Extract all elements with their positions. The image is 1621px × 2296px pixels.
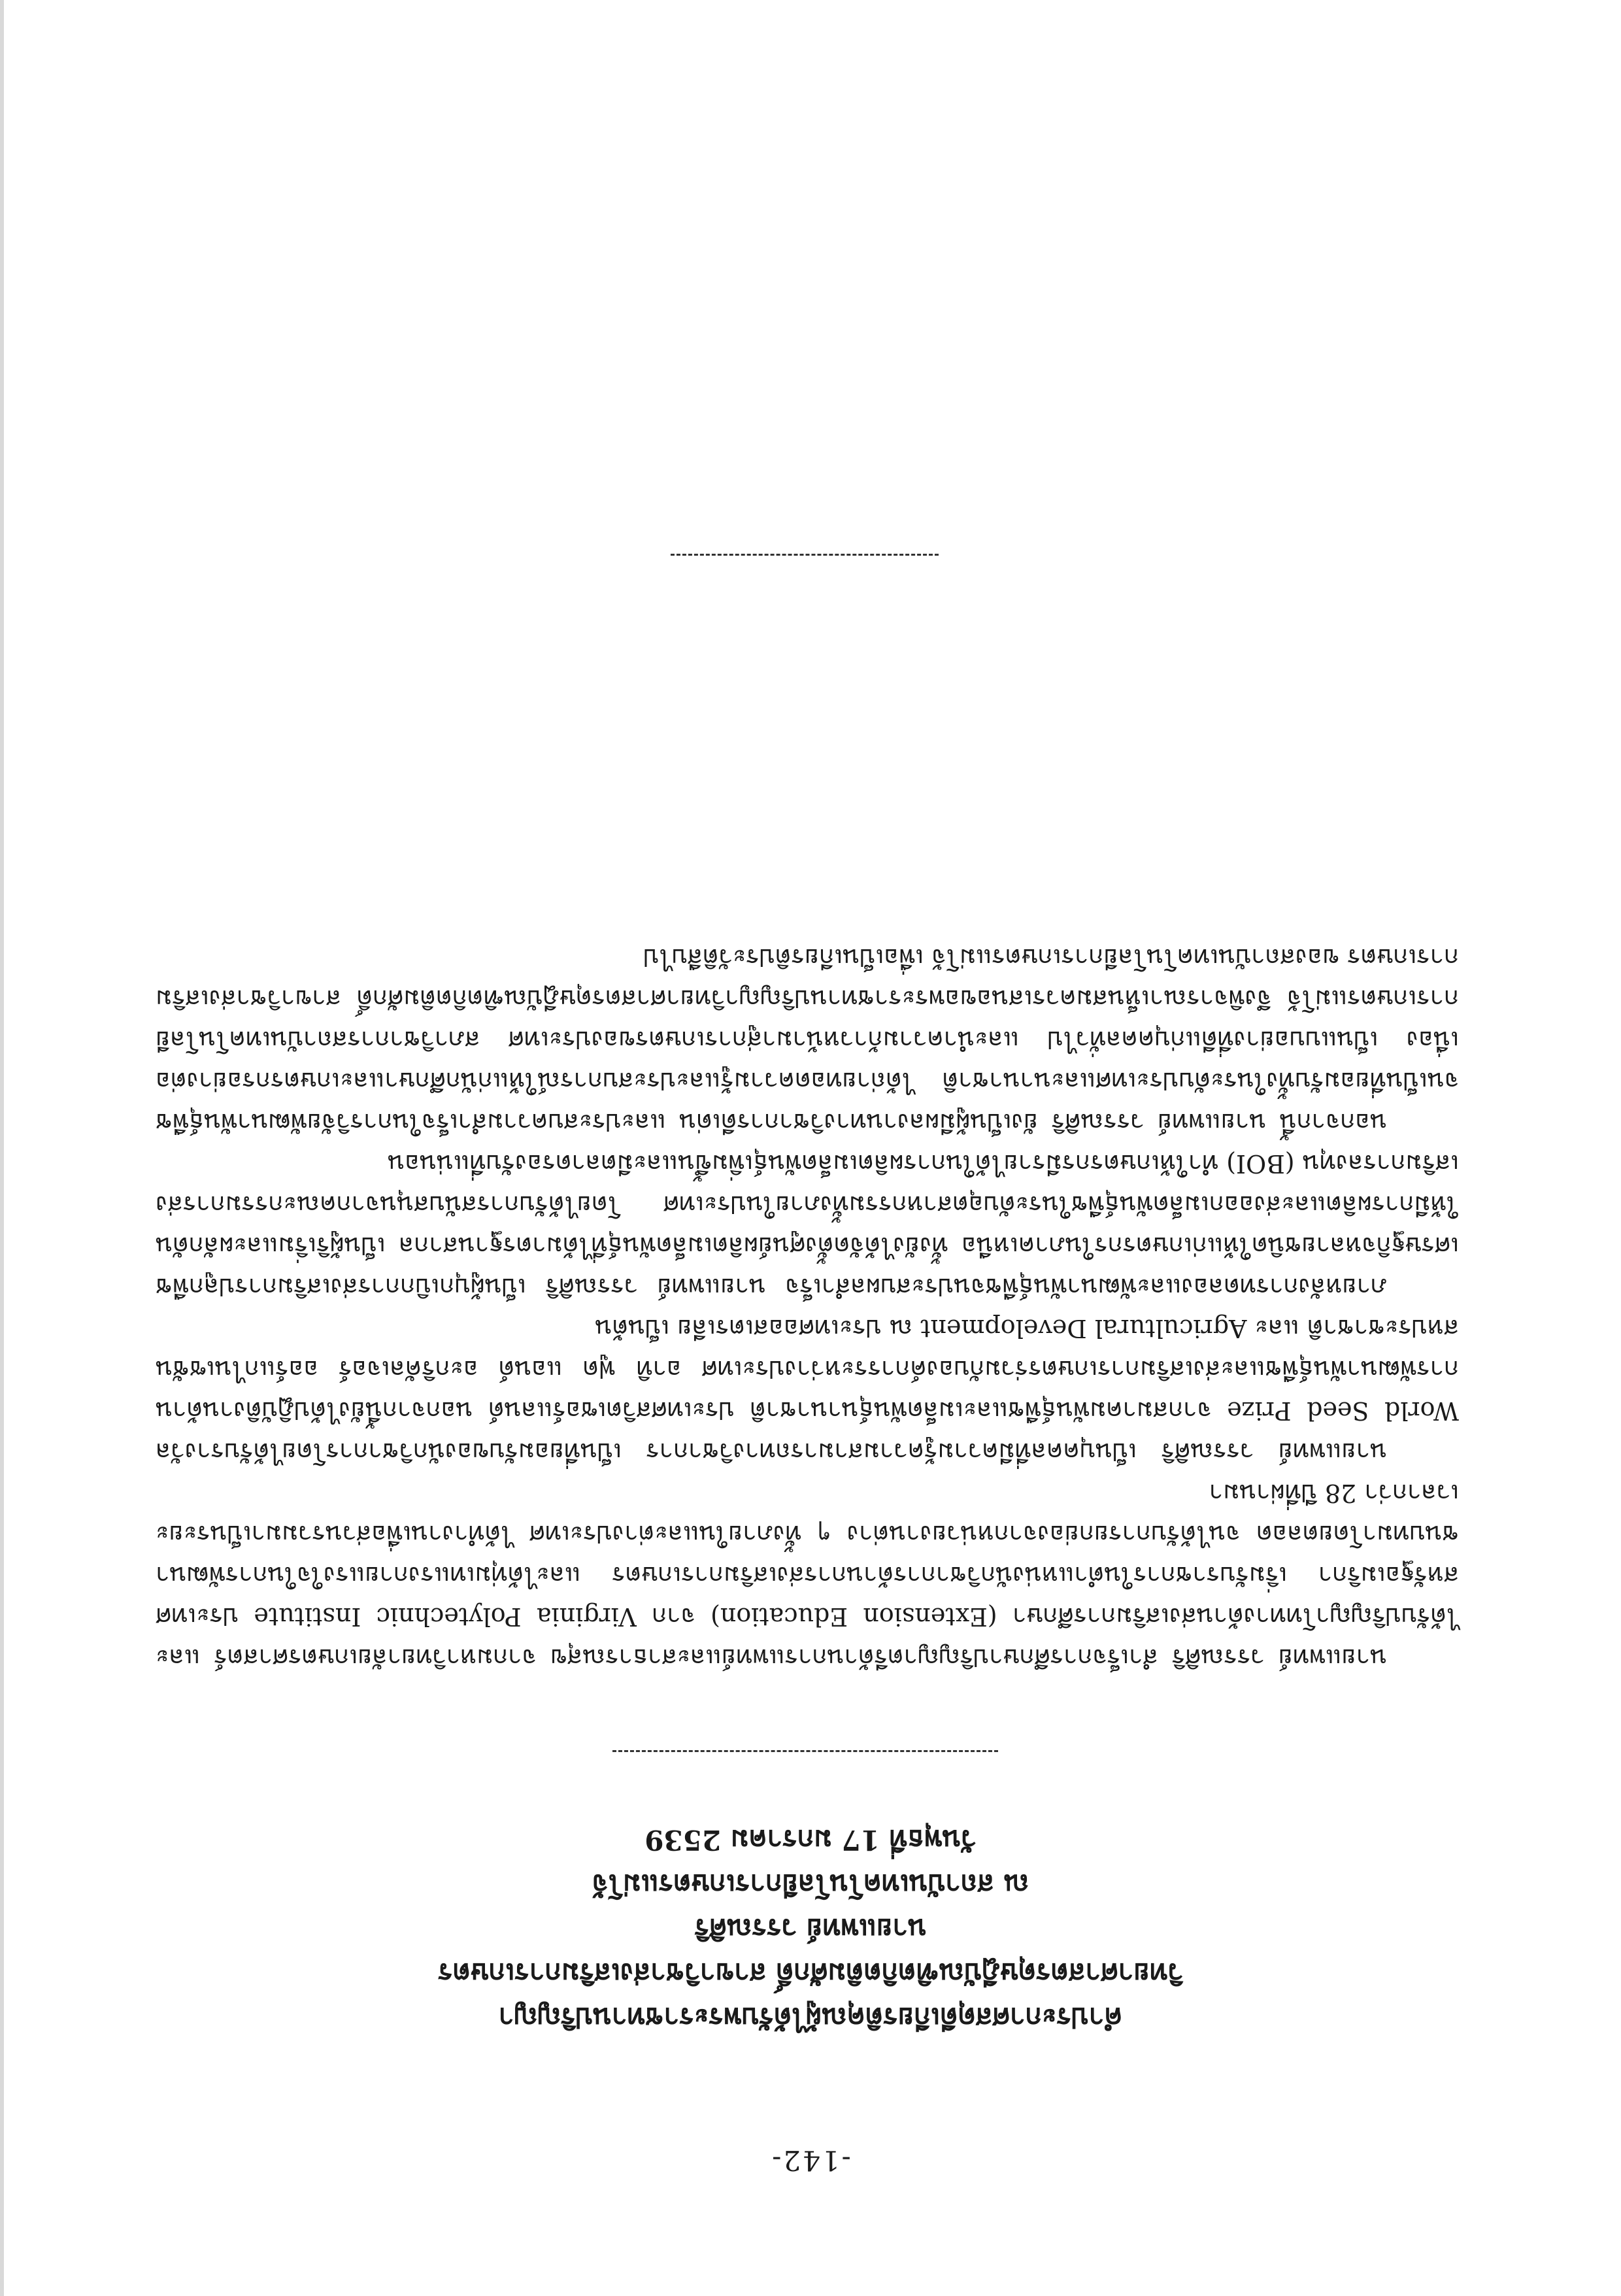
paragraph-education: นายแพทย์ วรรณศิริ สำเร็จการศึกษาปริญญาตรีด้านการแพทย์และสาธารณสุข จากมหาวิทยาลัยเกษตรศาสตร์ และได้รับปริญญาโททางด้านส่งเสริมการศึกษา (Extension Education) จาก Virginia Polytechnic Institute ประเทศสหรัฐอเมริกา เริ่มรับราชการในตำแหน่งนักวิชาการด้านการส่งเสริมการเกษตร และได้ทุ่มเทแรงกายแรงใจในการพัฒนาชนบทมาโดยตลอด จนได้รับการยกย่องจากหน่วยงานต่าง ๆ ทั้งภายในและต่างประเทศ ได้ทำงานเพื่อส่วนรวมมาเป็นระยะเวลากว่า 28 ปีที่ผ่านมา	[156, 1479, 1459, 1672]
paragraph-seed-development: ภายหลังการทดลองและพัฒนาพันธุ์พืชจนประสบผลสำเร็จ นายแพทย์ วรรณศิริ เป็นผู้บุกเบิกการส่งเสริมการปลูกพืชเศรษฐกิจหลายชนิดให้แก่เกษตรกรในภาคเหนือ ทั้งยังได้จัดตั้งศูนย์ผลิตเมล็ดพันธุ์ที่ได้มาตรฐานสากล เป็นผู้ริเริ่มและผลักดันให้มีการผลิตและส่งออกเมล็ดพันธุ์พืชในระดับอุตสาหกรรมทั้งภายในประเทศ โดยได้รับการสนับสนุนจากคณะกรรมการส่งเสริมการลงทุน (BOI) ทำให้เกษตรกรมีรายได้ในการผลิตเมล็ดพันธุ์เพิ่มขึ้นและมีตลาดรองรับที่แน่นอน	[156, 1149, 1459, 1302]
institution-line: ณ สถาบันเทคโนโลยีการเกษตรแม่โจ้	[592, 1868, 1029, 1900]
end-divider	[671, 554, 939, 556]
paragraph-conclusion: นอกจากนี้ นายแพทย์ วรรณศิริ ยังเป็นผู้มีผลงานทางวิชาการดีเด่น และประสบความสำเร็จในการวิจัยพัฒนาพันธุ์พืช จนเป็นที่ยอมรับทั้งในระดับประเทศและนานาชาติ ได้ถ่ายทอดความรู้และประสบการณ์ให้แก่นักศึกษาและเกษตรกรอย่างต่อเนื่อง เป็นแบบอย่างที่ดีแก่บุคคลทั่วไป และนำความก้าวหน้ามาสู่การเกษตรของประเทศ สภาวิชาการสถาบันเทคโนโลยีการเกษตรแม่โจ้ จึงพิจารณาเห็นสมควรเสนอขอพระราชทานปริญญาวิทยาศาสตรดุษฎีบัณฑิตกิตติมศักดิ์ สาขาวิชาส่งเสริมการเกษตร ของสถาบันเทคโนโลยีการเกษตรแม่โจ้ เพื่อเป็นเกียรติประวัติสืบไป	[156, 943, 1459, 1137]
title-line-2: วิทยาศาสตรดุษฎีบัณฑิตกิตติมศักดิ์ สาขาวิชาส่งเสริมการเกษตร	[437, 1957, 1184, 1989]
page-number: -142-	[770, 2144, 851, 2176]
citation-body	[156, 937, 1459, 1678]
title-line-1: คำประกาศสดุดีเกียรติคุณผู้ได้รับพระราชทานปริญญา	[498, 2002, 1123, 2034]
title-block	[275, 1817, 1346, 2040]
paragraph-academic-recognition: นายแพทย์ วรรณศิริ เป็นบุคคลที่มีความรู้ความสามารถทางวิชาการ เป็นที่ยอมรับของนักวิชาการโดยได้รับรางวัล World Seed Prize จากสมาคมพันธุ์พืชและเมล็ดพันธุ์นานาชาติ ประเทศสวิตเซอร์แลนด์ นอกจากนี้ยังได้ปฏิบัติงานด้านการพัฒนาพันธุ์พืชและส่งเสริมการเกษตรร่วมกับองค์การระหว่างประเทศ อาทิ ฟูด แอนด์ อะกริคัลเจอร์ ออร์แกไนเซชัน สหประชาชาติ และ Agricultural Development ณ ประเทศออสเตรเลีย เป็นต้น	[156, 1314, 1459, 1466]
title-divider	[612, 1750, 998, 1752]
honoree-name: นายแพทย์ วรรณศิริ	[694, 1913, 927, 1945]
date-line: วันพุธที่ 17 มกราคม 2539	[644, 1824, 977, 1856]
